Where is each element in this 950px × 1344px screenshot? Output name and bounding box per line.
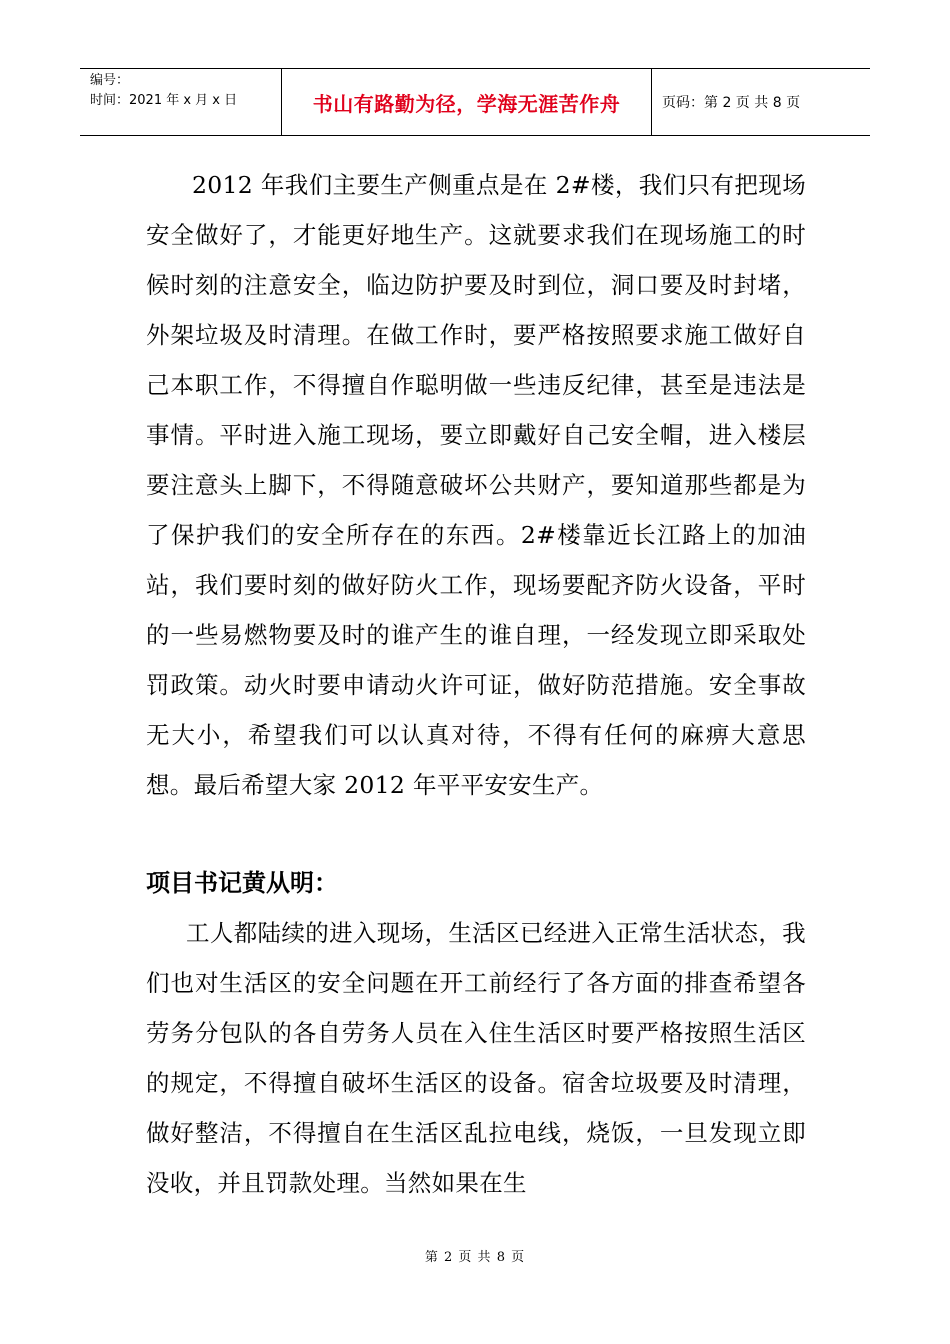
section-heading: 项目书记黄从明：	[146, 869, 338, 897]
page-header	[80, 68, 870, 136]
document-date: 时间：2021 年 x 月 x 日	[90, 93, 238, 108]
document-number: 编号：	[90, 73, 130, 88]
header-motto: 书山有路勤为径，学海无涯苦作舟	[282, 69, 652, 135]
header-meta	[80, 69, 282, 135]
body-paragraph-2: 工人都陆续的进入现场，生活区已经进入正常生活状态，我们也对生活区的安全问题在开工前经行了各方面的排查希望各劳务分包队的各自劳务人员在入住生活区时要严格按照生活区的规定，不得擅自破坏生活区的设备。宿舍垃圾要及时清理，做好整洁，不得擅自在生活区乱拉电线，烧饭，一旦发现立即没收，并且罚款处理。当然如果在生	[146, 919, 806, 1197]
page-footer: 第 2 页 共 8 页	[424, 1250, 526, 1265]
header-page-info: 页码：第 2 页 共 8 页	[662, 95, 801, 111]
body-paragraph-1: 2012 年我们主要生产侧重点是在 2#楼，我们只有把现场安全做好了，才能更好地生产。这就要求我们在现场施工的时候时刻的注意安全，临边防护要及时到位，洞口要及时封堵，外架垃圾及时清理。在做工作时，要严格按照要求施工做好自己本职工作，不得擅自作聪明做一些违反纪律，甚至是违法是事情。平时进入施工现场，要立即戴好自己安全帽，进入楼层要注意头上脚下，不得随意破坏公共财产，要知道那些都是为了保护我们的安全所存在的东西。2#楼靠近长江路上的加油站，我们要时刻的做好防火工作，现场要配齐防火设备，平时的一些易燃物要及时的谁产生的谁自理，一经发现立即采取处罚政策。动火时要申请动火许可证，做好防范措施。安全事故无大小，希望我们可以认真对待，不得有任何的麻痹大意思想。最后希望大家 2012 年平平安安生产。	[146, 171, 806, 799]
